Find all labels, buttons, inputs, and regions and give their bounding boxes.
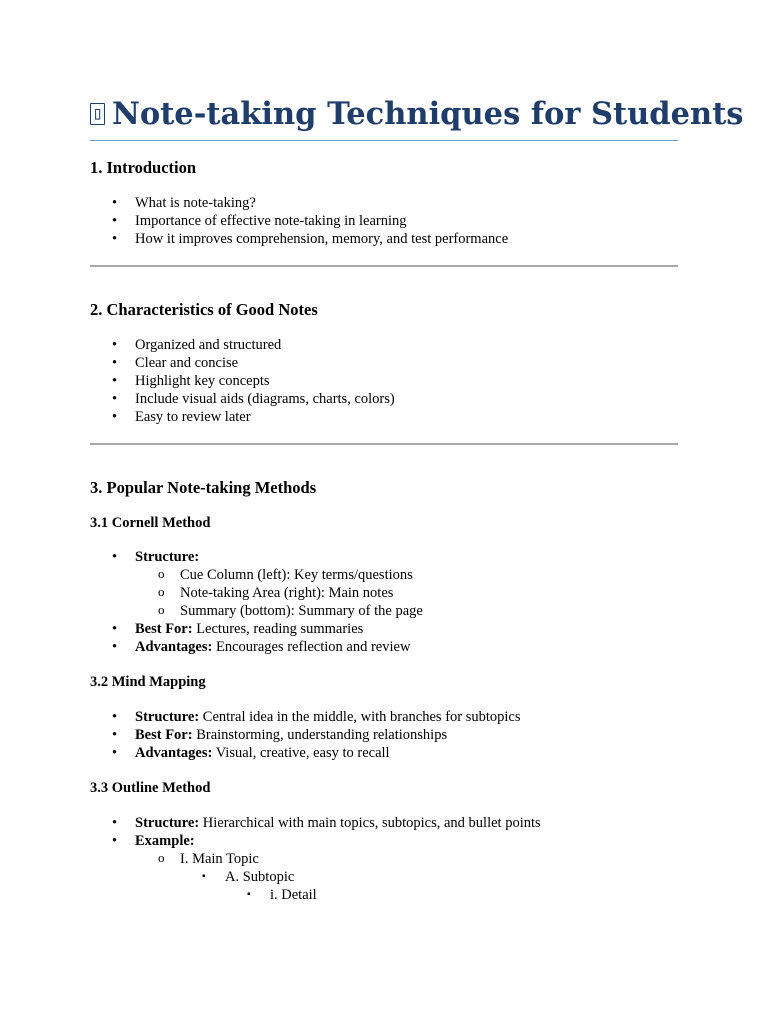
section-heading-methods: 3. Popular Note-taking Methods xyxy=(90,478,317,497)
example-label: Example: xyxy=(135,833,195,849)
document-title-text: Note-taking Techniques for Students xyxy=(112,96,744,132)
list-item: • Importance of effective note-taking in learning xyxy=(90,212,678,230)
list-item: • Include visual aids (diagrams, charts, colors) xyxy=(90,390,678,408)
list-item xyxy=(90,638,678,656)
outline-example-level2 xyxy=(180,868,678,904)
cornell-list xyxy=(90,548,678,656)
example-main-topic: I. Main Topic xyxy=(180,851,259,867)
mind-mapping-list xyxy=(90,708,678,762)
introduction-list xyxy=(90,194,678,248)
list-item: o Note-taking Area (right): Main notes xyxy=(135,584,678,602)
section-heading-introduction: 1. Introduction xyxy=(90,158,197,177)
list-item: • Clear and concise xyxy=(90,354,678,372)
structure-label: Structure: xyxy=(135,709,200,725)
structure-text: Hierarchical with main topics, subtopics, and bullet points xyxy=(199,815,541,831)
outline-example-level3 xyxy=(225,886,678,904)
advantages-text: Encourages reflection and review xyxy=(212,639,411,655)
advantages-label: Advantages: xyxy=(135,639,213,655)
subsection-heading-outline: 3.3 Outline Method xyxy=(90,780,211,796)
list-item: • How it improves comprehension, memory, and test performance xyxy=(90,230,678,248)
cornell-structure-sublist xyxy=(135,566,678,620)
section-divider xyxy=(90,265,678,267)
list-item: o Cue Column (left): Key terms/questions xyxy=(135,566,678,584)
characteristics-list xyxy=(90,336,678,426)
list-item: o Summary (bottom): Summary of the page xyxy=(135,602,678,620)
best-for-label: Best For: xyxy=(135,621,193,637)
list-item xyxy=(90,708,678,726)
subsection-heading-mind-mapping: 3.2 Mind Mapping xyxy=(90,674,206,690)
list-item xyxy=(90,548,678,620)
structure-label: Structure: xyxy=(135,549,200,565)
document-title xyxy=(90,92,744,136)
section-heading-characteristics: 2. Characteristics of Good Notes xyxy=(90,300,318,319)
section-divider xyxy=(90,443,678,445)
outline-list xyxy=(90,814,678,904)
structure-text: Central idea in the middle, with branches for subtopics xyxy=(199,709,521,725)
list-item xyxy=(90,726,678,744)
list-item xyxy=(90,832,678,904)
list-item xyxy=(180,868,678,904)
outline-example-level1 xyxy=(135,850,678,904)
missing-glyph-icon: ▯ xyxy=(90,103,105,125)
best-for-text: Brainstorming, understanding relationships xyxy=(192,727,448,743)
example-subtopic: A. Subtopic xyxy=(225,869,295,885)
list-item: • What is note-taking? xyxy=(90,194,678,212)
list-item: • Easy to review later xyxy=(90,408,678,426)
list-item xyxy=(135,850,678,904)
subsection-heading-cornell: 3.1 Cornell Method xyxy=(90,515,211,531)
best-for-text: Lectures, reading summaries xyxy=(192,621,364,637)
list-item: • Highlight key concepts xyxy=(90,372,678,390)
list-item xyxy=(90,620,678,638)
structure-label: Structure: xyxy=(135,815,200,831)
document-page xyxy=(90,92,744,904)
best-for-label: Best For: xyxy=(135,727,193,743)
list-item: • Organized and structured xyxy=(90,336,678,354)
list-item xyxy=(90,814,678,832)
advantages-text: Visual, creative, easy to recall xyxy=(212,745,390,761)
title-underline xyxy=(90,140,678,141)
list-item xyxy=(90,744,678,762)
list-item: ▪ i. Detail xyxy=(225,886,678,904)
advantages-label: Advantages: xyxy=(135,745,213,761)
